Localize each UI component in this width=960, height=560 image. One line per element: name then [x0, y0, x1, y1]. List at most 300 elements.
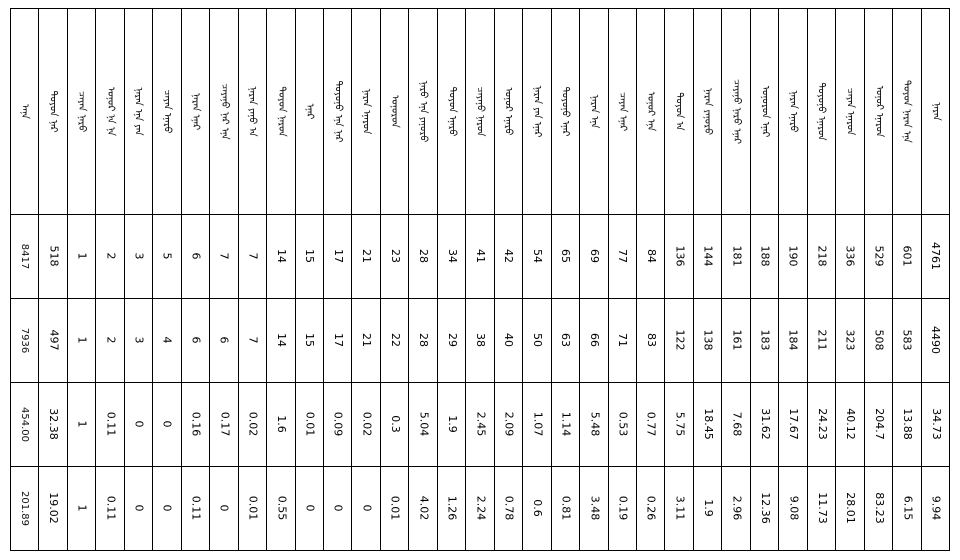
table-header-band	[11, 9, 950, 215]
cell-value: 7	[217, 253, 231, 260]
cell-value: 17	[331, 249, 345, 264]
table-cell	[608, 299, 636, 383]
row-label: ᠲᠤᠶᠤᠨ ᠨᠡᠷᠡᠨ ᠡᠨᠡ	[901, 80, 913, 143]
table-cell	[409, 215, 437, 299]
table-cell	[807, 467, 835, 551]
row-label: ᠨᠡᠷᠤ ᠡᠨᠡ ᠶᠡᠨᠤᠷᠤ	[417, 80, 429, 143]
cell-value: 0	[132, 421, 146, 428]
cell-value: 188	[758, 246, 772, 267]
cell-value: 17.67	[787, 408, 801, 441]
table-cell	[96, 383, 124, 467]
table-cell	[124, 215, 152, 299]
cell-value: 138	[701, 330, 715, 351]
table-cell	[722, 383, 750, 467]
table-cell	[665, 299, 693, 383]
cell-value: 71	[616, 333, 630, 348]
table-cell	[67, 467, 95, 551]
cell-value: 454.00	[19, 407, 31, 442]
table-row-label-cell	[323, 9, 351, 215]
row-label: ᠲᠤᠶᠤᠨ ᠨᠡᠷ	[47, 90, 59, 133]
table-cell	[693, 383, 721, 467]
cell-value: 6	[189, 337, 203, 344]
cell-value: 42	[502, 249, 516, 264]
cell-value: 2.09	[502, 412, 516, 437]
cell-value: 5.48	[587, 412, 601, 437]
cell-value: 34	[445, 249, 459, 264]
cell-value: 1	[75, 253, 89, 260]
table-row-label-cell	[807, 9, 835, 215]
cell-value: 2	[104, 337, 118, 344]
table-cell	[295, 467, 323, 551]
table-cell	[323, 467, 351, 551]
table-row-label-cell	[210, 9, 238, 215]
table-cell	[693, 215, 721, 299]
row-label: ᠨᠡᠷᠡᠨ ᠡᠨᠡ ᠶᠡᠨ	[133, 87, 145, 136]
row-label: ᠣᠨᠤᠷᠤᠨ	[389, 95, 401, 128]
table-row-label-cell	[722, 9, 750, 215]
table-cell	[210, 215, 238, 299]
cell-value: 323	[843, 330, 857, 351]
table-cell	[437, 467, 465, 551]
table-cell	[39, 383, 67, 467]
table-cell	[864, 383, 892, 467]
table-cell	[921, 215, 950, 299]
table-cell	[238, 299, 266, 383]
table-row-label-cell	[779, 9, 807, 215]
cell-value: 29	[445, 333, 459, 348]
table-cell	[11, 299, 39, 383]
cell-value: 2	[104, 253, 118, 260]
cell-value: 3	[132, 253, 146, 260]
cell-value: 12.36	[758, 492, 772, 525]
table-value-band	[11, 215, 950, 299]
table-cell	[608, 467, 636, 551]
table-cell	[153, 215, 181, 299]
cell-value: 4	[161, 337, 175, 344]
table-row-label-cell	[39, 9, 67, 215]
cell-value: 136	[673, 246, 687, 267]
row-label: ᠴᠡᠶᠡᠨ ᠡᠨᠡᠷᠤ	[161, 89, 173, 134]
table-cell	[836, 383, 864, 467]
cell-value: 1.9	[445, 415, 459, 434]
table-cell	[779, 467, 807, 551]
cell-value: 0.77	[644, 412, 658, 437]
table-cell	[893, 299, 921, 383]
cell-value: 7	[246, 253, 260, 260]
table-cell	[352, 467, 380, 551]
cell-value: 22	[388, 333, 402, 348]
cell-value: 0.01	[303, 412, 317, 437]
table-cell	[409, 467, 437, 551]
table-row-label-cell	[437, 9, 465, 215]
cell-value: 65	[559, 249, 573, 264]
table-row-label-cell	[267, 9, 295, 215]
table-cell	[466, 383, 494, 467]
table-cell	[551, 299, 579, 383]
row-label: ᠨᠡᠷᠡᠨ ᠶᠡᠨᠤᠷᠤ	[702, 87, 714, 136]
row-label: ᠴᠡᠶᠡᠨᠤ ᠨᠡᠷ ᠡᠨᠡ	[218, 83, 230, 140]
table-row-label-cell	[750, 9, 778, 215]
cell-value: 0.81	[559, 496, 573, 521]
cell-value: 5.04	[417, 412, 431, 437]
cell-value: 6	[189, 253, 203, 260]
table-cell	[750, 467, 778, 551]
cell-value: 190	[787, 246, 800, 267]
table-cell	[124, 383, 152, 467]
table-row-label-cell	[153, 9, 181, 215]
row-label: ᠴᠡᠶᠡᠨᠤ ᠨᠡᠷᠤ ᠡᠨᠡᠷ	[730, 78, 742, 145]
cell-value: 0.16	[189, 412, 203, 437]
cell-value: 122	[673, 330, 687, 351]
table-row-label-cell	[409, 9, 437, 215]
table-cell	[836, 467, 864, 551]
table-cell	[437, 383, 465, 467]
table-cell	[181, 215, 209, 299]
cell-value: 23	[388, 249, 402, 264]
table-cell	[238, 383, 266, 467]
table-cell	[437, 215, 465, 299]
table-row-label-cell	[124, 9, 152, 215]
cell-value: 24.23	[815, 408, 829, 441]
cell-value: 0.26	[644, 496, 658, 521]
table-cell	[67, 383, 95, 467]
cell-value: 69	[587, 249, 601, 264]
table-cell	[836, 215, 864, 299]
table-cell	[323, 383, 351, 467]
cell-value: 3.11	[673, 496, 687, 521]
table-cell	[124, 467, 152, 551]
cell-value: 3.48	[587, 496, 601, 521]
table-cell	[494, 383, 522, 467]
table-row-label-cell	[96, 9, 124, 215]
cell-value: 0.11	[104, 496, 118, 521]
table-cell	[722, 299, 750, 383]
cell-value: 1	[75, 421, 89, 428]
table-cell	[267, 299, 295, 383]
table-row-label-cell	[551, 9, 579, 215]
table-cell	[11, 215, 39, 299]
cell-value: 2.96	[730, 496, 744, 521]
cell-value: 3	[132, 337, 146, 344]
table-value-band	[11, 467, 950, 551]
cell-value: 0	[217, 505, 231, 512]
cell-value: 204.7	[872, 408, 886, 441]
cell-value: 40	[502, 333, 516, 348]
cell-value: 0	[161, 421, 175, 428]
table-cell	[267, 383, 295, 467]
row-label: ᠨᠡᠷᠡᠨ ᠡᠨᠡᠷᠤᠨ	[360, 88, 372, 135]
table-row-label-cell	[580, 9, 608, 215]
table-cell	[96, 299, 124, 383]
cell-value: 28.01	[843, 492, 857, 525]
table-cell	[323, 299, 351, 383]
cell-value: 518	[47, 246, 61, 267]
table-cell	[380, 299, 408, 383]
row-label: ᠣᠨᠤᠷ ᠡᠨᠡᠷᠤᠨ	[872, 85, 884, 138]
table-cell	[864, 215, 892, 299]
cell-value: 0.55	[274, 496, 288, 521]
table-row-label-cell	[67, 9, 95, 215]
table-cell	[181, 383, 209, 467]
cell-value: 0.02	[360, 412, 374, 437]
row-label: ᠴᠡᠶᠡᠨ ᠡᠨᠡᠷᠤᠨ	[844, 87, 856, 136]
cell-value: 583	[900, 330, 914, 351]
table-cell	[523, 383, 551, 467]
table-cell	[722, 215, 750, 299]
table-cell	[466, 467, 494, 551]
cell-value: 184	[787, 330, 800, 351]
row-label: ᠠᠨᠡ	[19, 104, 31, 119]
table-row-label-cell	[636, 9, 664, 215]
table-row-label-cell	[181, 9, 209, 215]
cell-value: 211	[815, 330, 829, 351]
cell-value: 218	[815, 246, 829, 267]
cell-value: 7	[246, 337, 260, 344]
table-cell	[352, 299, 380, 383]
table-value-band	[11, 383, 950, 467]
table-cell	[181, 467, 209, 551]
cell-value: 28	[417, 333, 431, 348]
cell-value: 0.02	[246, 412, 260, 437]
table-cell	[608, 215, 636, 299]
cell-value: 34.73	[929, 408, 943, 441]
cell-value: 0.17	[217, 412, 231, 437]
table-cell	[750, 215, 778, 299]
table-cell	[636, 383, 664, 467]
table-cell	[39, 215, 67, 299]
cell-value: 21	[360, 333, 374, 348]
table-cell	[380, 383, 408, 467]
table-row-label-cell	[380, 9, 408, 215]
table-row-label-cell	[836, 9, 864, 215]
row-label: ᠨᠡᠷᠡᠨ ᠶᠡᠨᠤ ᠡᠨ	[246, 86, 258, 137]
cell-value: 7.68	[730, 412, 744, 437]
cell-value: 11.73	[815, 492, 829, 525]
table-cell	[864, 467, 892, 551]
table-cell	[67, 299, 95, 383]
cell-value: 4761	[929, 242, 943, 271]
cell-value: 9.08	[787, 496, 800, 521]
table-cell	[153, 383, 181, 467]
cell-value: 0.6	[530, 499, 544, 518]
cell-value: 0.01	[388, 496, 402, 521]
table-cell	[494, 215, 522, 299]
cell-value: 15	[303, 333, 317, 348]
table-cell	[409, 299, 437, 383]
cell-value: 17	[331, 333, 345, 348]
row-label: ᠨᠡᠷᠡᠨ ᠡᠨᠡ	[588, 94, 600, 129]
cell-value: 0.53	[616, 412, 630, 437]
table-row-label-cell	[665, 9, 693, 215]
cell-value: 6.15	[900, 496, 914, 521]
table-cell	[466, 215, 494, 299]
cell-value: 8417	[19, 243, 31, 270]
table-cell	[636, 467, 664, 551]
table-cell	[67, 215, 95, 299]
row-label: ᠨᠡᠷᠡᠨ ᠡᠨᠡᠷ	[189, 92, 201, 131]
table-cell	[807, 215, 835, 299]
row-label: ᠨᠡᠷᠡᠨ	[929, 102, 941, 121]
cell-value: 84	[644, 249, 658, 264]
table-cell	[238, 215, 266, 299]
table-cell	[352, 215, 380, 299]
cell-value: 19.02	[47, 492, 61, 525]
cell-value: 1	[75, 505, 89, 512]
table-cell	[210, 299, 238, 383]
cell-value: 77	[616, 249, 630, 264]
table-cell	[580, 299, 608, 383]
table-cell	[750, 383, 778, 467]
table-cell	[523, 299, 551, 383]
table-cell	[580, 383, 608, 467]
table-cell	[210, 383, 238, 467]
table-cell	[921, 299, 950, 383]
row-label: ᠡᠨᠡᠷ	[303, 103, 315, 120]
cell-value: 1.14	[559, 412, 573, 437]
table-cell	[352, 383, 380, 467]
cell-value: 14	[274, 249, 288, 264]
cell-value: 50	[530, 333, 544, 348]
table-cell	[665, 383, 693, 467]
table-cell	[864, 299, 892, 383]
cell-value: 0	[303, 505, 317, 512]
cell-value: 5.75	[673, 412, 687, 437]
cell-value: 28	[417, 249, 431, 264]
row-label: ᠲᠤᠶᠤᠨ ᠡᠨ	[673, 92, 685, 131]
cell-value: 9.94	[929, 496, 943, 521]
table-cell	[636, 299, 664, 383]
cell-value: 38	[474, 333, 488, 348]
table-cell	[779, 383, 807, 467]
cell-value: 83.23	[872, 492, 886, 525]
table-cell	[693, 299, 721, 383]
row-label: ᠣᠨᠤᠷ ᠨᠡ ᠨᠡ	[104, 87, 116, 136]
cell-value: 2.24	[474, 496, 488, 521]
table-cell	[295, 383, 323, 467]
row-label: ᠨᠡᠷᠡᠨ ᠡᠨᠡᠷᠤ	[787, 90, 799, 133]
table-cell	[210, 467, 238, 551]
row-label: ᠨᠡᠷᠡᠨ ᠶᠡᠨ ᠡᠨᠡᠷ	[531, 85, 543, 138]
cell-value: 4490	[929, 326, 943, 355]
table-cell	[267, 215, 295, 299]
cell-value: 181	[730, 246, 744, 267]
table-cell	[779, 299, 807, 383]
table-cell	[636, 215, 664, 299]
cell-value: 15	[303, 249, 317, 264]
cell-value: 0.11	[104, 412, 118, 437]
table-cell	[893, 383, 921, 467]
row-label: ᠴᠡᠶᠡᠨ ᠡᠨᠡᠷ	[616, 91, 628, 132]
table-cell	[893, 215, 921, 299]
table-cell	[323, 215, 351, 299]
cell-value: 0.11	[189, 496, 203, 521]
cell-value: 7936	[19, 327, 31, 354]
table-cell	[295, 299, 323, 383]
table-cell	[380, 215, 408, 299]
cell-value: 1	[75, 337, 89, 344]
table-cell	[921, 467, 950, 551]
table-cell	[779, 215, 807, 299]
table-cell	[267, 467, 295, 551]
cell-value: 1.07	[530, 412, 544, 437]
cell-value: 0	[161, 505, 175, 512]
table-cell	[494, 467, 522, 551]
cell-value: 508	[872, 330, 886, 351]
table-cell	[380, 467, 408, 551]
table-cell	[807, 383, 835, 467]
cell-value: 63	[559, 333, 573, 348]
cell-value: 144	[701, 246, 715, 267]
table-cell	[39, 467, 67, 551]
table-cell	[580, 467, 608, 551]
cell-value: 0.3	[388, 415, 402, 434]
table-cell	[523, 467, 551, 551]
cell-value: 6	[217, 337, 231, 344]
cell-value: 0	[132, 505, 146, 512]
cell-value: 41	[474, 249, 488, 264]
cell-value: 5	[161, 253, 175, 260]
table-cell	[96, 467, 124, 551]
table-cell	[523, 215, 551, 299]
table-cell	[124, 299, 152, 383]
cell-value: 529	[872, 246, 886, 267]
row-label: ᠣᠨᠤᠷ ᠡᠨᠡ	[645, 91, 657, 132]
cell-value: 0.19	[616, 496, 630, 521]
table-row-label-cell	[295, 9, 323, 215]
table-row-label-cell	[921, 9, 950, 215]
table-cell	[39, 299, 67, 383]
cell-value: 161	[730, 330, 744, 351]
table-cell	[665, 467, 693, 551]
table-cell	[295, 215, 323, 299]
data-table	[10, 8, 950, 551]
table-cell	[153, 299, 181, 383]
cell-value: 4.02	[417, 496, 431, 521]
row-label: ᠲᠤᠶᠤᠨᠤ ᠡᠨᠡ ᠨᠡᠷ	[332, 80, 344, 143]
table-cell	[807, 299, 835, 383]
table-cell	[665, 215, 693, 299]
table-cell	[722, 467, 750, 551]
cell-value: 183	[758, 330, 772, 351]
table-cell	[893, 467, 921, 551]
table-cell	[409, 383, 437, 467]
table-row-label-cell	[893, 9, 921, 215]
table-cell	[181, 299, 209, 383]
cell-value: 601	[900, 246, 914, 267]
cell-value: 66	[587, 333, 601, 348]
table-row-label-cell	[523, 9, 551, 215]
row-label: ᠣᠨᠤᠷ ᠡᠨᠡᠷᠤ	[502, 87, 514, 136]
cell-value: 0.01	[246, 496, 260, 521]
cell-value: 1.6	[274, 415, 288, 434]
cell-value: 0.09	[331, 412, 345, 437]
cell-value: 40.12	[843, 408, 857, 441]
table-cell	[153, 467, 181, 551]
table-cell	[836, 299, 864, 383]
cell-value: 497	[47, 330, 61, 351]
table-cell	[96, 215, 124, 299]
row-label: ᠲᠤᠶᠤᠨᠤ ᠡᠨᠡᠷ	[559, 86, 571, 137]
table-row-label-cell	[238, 9, 266, 215]
row-label: ᠴᠡᠶᠡᠨᠤ ᠨᠡᠷᠤᠨ	[474, 86, 486, 137]
cell-value: 21	[360, 249, 374, 264]
table-cell	[551, 215, 579, 299]
table-cell	[693, 467, 721, 551]
cell-value: 18.45	[701, 408, 715, 441]
table-row-label-cell	[466, 9, 494, 215]
table-cell	[437, 299, 465, 383]
cell-value: 201.89	[19, 491, 31, 526]
